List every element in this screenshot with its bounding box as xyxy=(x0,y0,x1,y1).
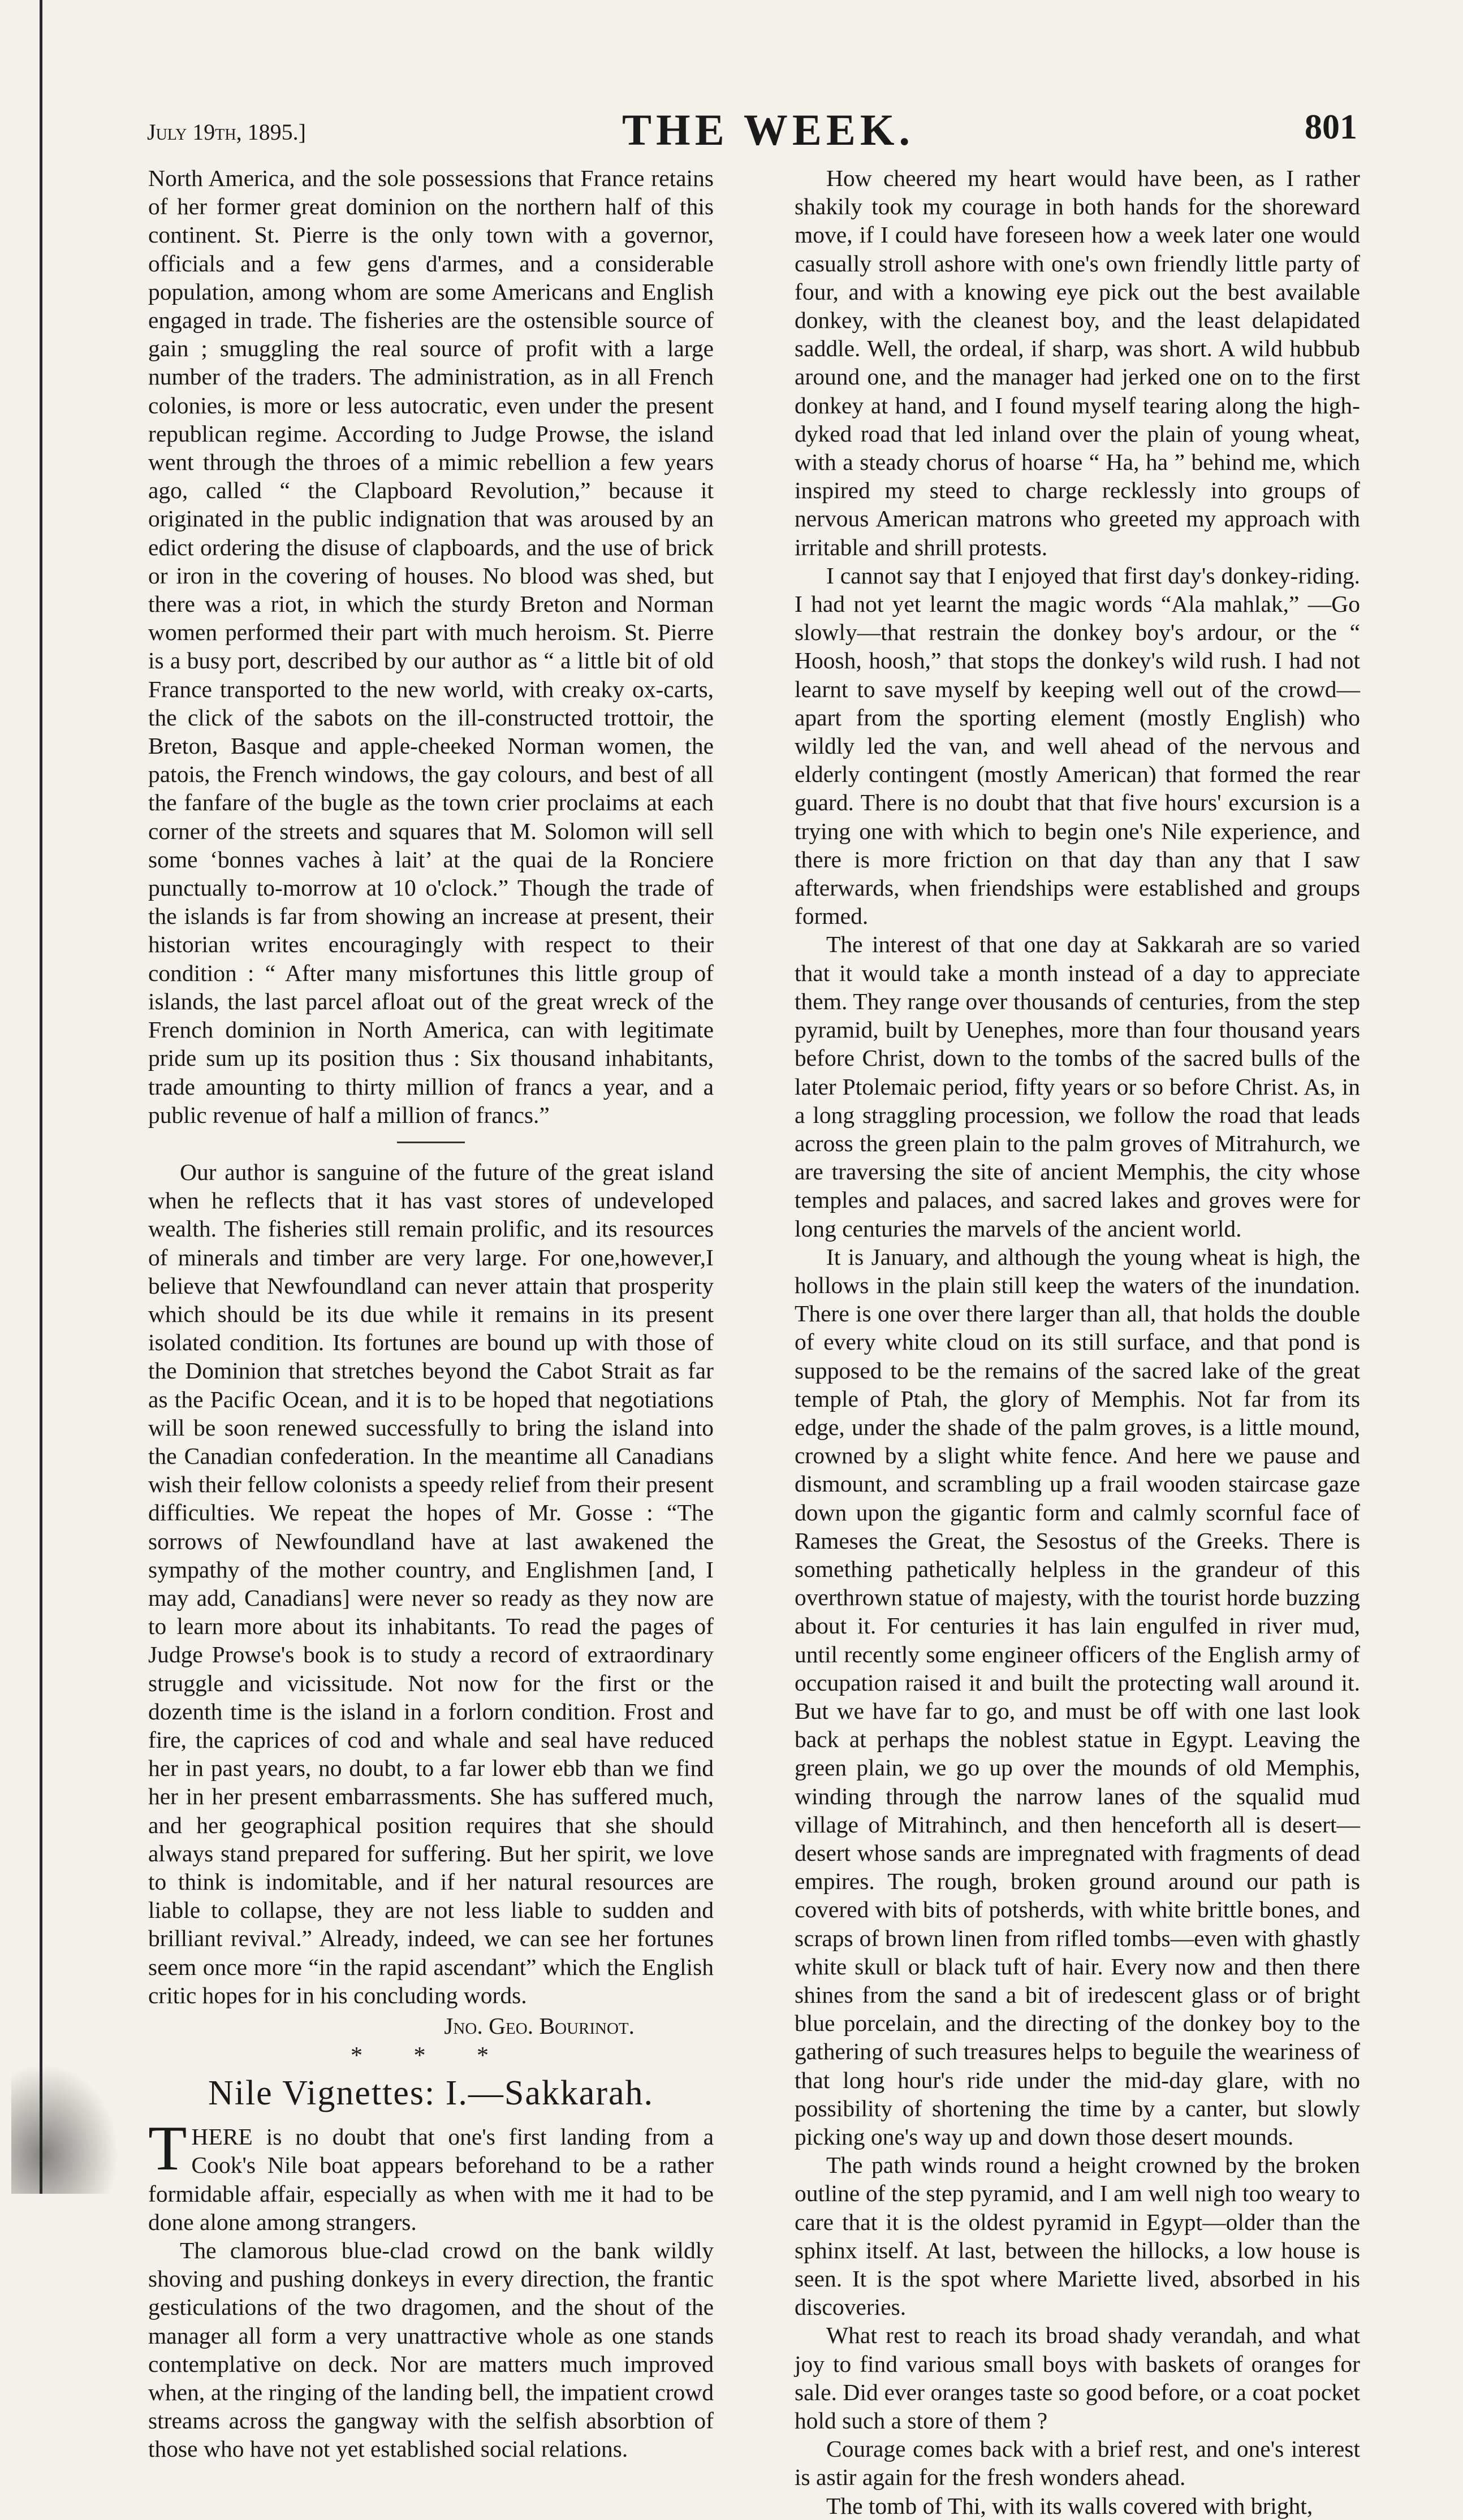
paragraph: How cheered my heart would have been, as I rather shakily took my courage in both hands for the shoreward move, if I could have foreseen how a week later one would casually stroll ashore with one's own friendly little party of four, and with a knowing eye pick out the best available donkey, with the cleanest boy, and the least delapidated saddle. Well, the ordeal, if sharp, was short. A wild hubbub around one, and the manager had jerked one on to the first donkey at hand, and I found myself tearing along the high-dyked road that led inland over the plain of young wheat, with a steady chorus of hoarse “ Ha, ha ” behind me, which inspired my steed to charge recklessly into groups of nervous American matrons who greeted my approach with irritable and shrill protests. xyxy=(795,165,1360,560)
paragraph xyxy=(148,2113,714,2236)
paragraph: What rest to reach its broad shady verandah, and what joy to find various small boys with baskets of oranges for sale. Did ever oranges taste so good before, or a coat pocket hold such a store of them ? xyxy=(795,2322,1360,2434)
right-column xyxy=(795,164,1360,2520)
page-number: 801 xyxy=(1305,108,1357,146)
article-title: Nile Vignettes: I.—Sakkarah. xyxy=(208,2074,654,2113)
paragraph: The tomb of Thi, with its walls covered with bright, xyxy=(826,2492,1313,2519)
paragraph: I cannot say that I enjoyed that first day's donkey-riding. I had not yet learnt the magic words “Ala mahlak,” —Go slowly—that restrain the donkey boy's ardour, or the “ Hoosh, hoosh,” that stops the donkey's wild rush. I had not learnt to save myself by keeping well out of the crowd—apart from the sporting element (mostly English) who wildly led the van, and well ahead of the nervous and elderly contingent (mostly American) that formed the rear guard. There is no doubt that that five hours' excursion is a trying one with which to begin one's Nile experience, and there is more friction on that day than any that I saw afterwards, when friendships were established and groups formed. xyxy=(795,562,1360,930)
paragraph: North America, and the sole possessions that France retains of her former great dominion on the northern half of this continent. St. Pierre is the only town with a governor, officials and a few gens d'armes, and a considerable population, among whom are some Americans and English engaged in trade. The fisheries are the ostensible source of gain ; smuggling the real source of profit with a large number of the traders. The administration, as in all French colonies, is more or less autocratic, even under the present republican regime. According to Judge Prowse, the island went through the throes of a mimic rebellion a few years ago, called “ the Clapboard Revolution,” because it originated in the public indignation that was aroused by an edict ordering the disuse of clapboards, and the use of brick or iron in the covering of houses. No blood was shed, but there was a riot, in which the sturdy Breton and Norman women performed their part with much heroism. St. Pierre is a busy port, described by our author as “ a little bit of old France transported to the new world, with creaky ox-carts, the click of the sabots on the ill-constructed trottoir, the Breton, Basque and apple-cheeked Norman women, the patois, the French windows, the gay colours, and best of all the fanfare of the bugle as the town crier proclaims at each corner of the streets and squares that M. Solomon will sell some ‘bonnes vaches à lait’ at the quai de la Ronciere punctually to-morrow at 10 o'clock.” Though the trade of the islands is far from showing an increase at present, their historian writes encouragingly with respect to their condition : “ After many misfortunes this little group of islands, the last parcel afloat out of the great wreck of the French dominion in North America, can with legitimate pride sum up its position thus : Six thousand inhabitants, trade amounting to thirty million of francs a year, and a public revenue of half a million of francs.” xyxy=(148,165,714,1128)
page-edge-rule xyxy=(40,0,42,2194)
ink-stain xyxy=(11,2064,119,2194)
journal-title: THE WEEK. xyxy=(622,105,915,154)
paragraph-text: HERE is no doubt that one's first landing from a Cook's Nile boat appears beforehand to be a rather formidable affair, especially as when with me it had to be done alone among strangers. xyxy=(148,2124,714,2235)
paragraph: The interest of that one day at Sakkarah are so varied that it would take a month instead of a day to appreciate them. They range over thousands of centuries, from the step pyramid, built by Uenephes, more than four thousand years before Christ, down to the tombs of the sacred bulls of the later Ptolemaic period, fifty years or so before Christ. As, in a long straggling procession, we follow the road that leads across the green plain to the palm groves of Mitrahurch, we are traversing the site of ancient Memphis, the city whose temples and palaces, and sacred lakes and groves were for long centuries the marvels of the ancient world. xyxy=(795,931,1360,1242)
left-column xyxy=(148,164,714,2463)
asterism: * * * xyxy=(351,2043,511,2069)
paragraph: Our author is sanguine of the future of the great island when he reflects that it has vast stores of undeveloped wealth. The fisheries still remain prolific, and its resources of minerals and timber are very large. For one,however,I believe that Newfoundland can never attain that prosperity which should be its due while it remains in its present isolated condition. Its fortunes are bound up with those of the Dominion that stretches beyond the Cabot Strait as far as the Pacific Ocean, and it is to be hoped that negotiations will be soon renewed successfully to bring the island into the Canadian confederation. In the meantime all Canadians wish their fellow colonists a speedy relief from their present difficulties. We repeat the hopes of Mr. Gosse : “The sorrows of Newfoundland have at last awakened the sympathy of the mother country, and Englishmen [and, I may add, Canadians] were never so ready as they now are to learn more about its inhabitants. To read the pages of Judge Prowse's book is to study a record of extraordinary struggle and vicissitude. Not now for the first or the dozenth time is the island in a forlorn condition. Frost and fire, the caprices of cod and whale and seal have reduced her in past years, no doubt, to a far lower ebb than we find her in her present embarrassments. She has suffered much, and her geographical position requires that she should always stand prepared for suffering. But her spirit, we love to think is indomitable, and if her natural resources are liable to collapse, they are not less liable to sudden and brilliant revival.” Already, indeed, we can see her fortunes seem once more “in the rapid ascendant” which the English critic hopes for in his concluding words. xyxy=(148,1159,714,2008)
section-divider xyxy=(397,1142,465,1143)
paragraph: The clamorous blue-clad crowd on the bank wildly shoving and pushing donkeys in every direction, the frantic gesticulations of the two dragomen, and the shout of the manager all form a very unattractive whole as one stands contemplative on deck. Nor are matters much improved when, at the ringing of the landing bell, the impatient crowd streams across the gangway with the selfish absorbtion of those who have not yet established social relations. xyxy=(148,2237,714,2462)
drop-cap: T xyxy=(148,2113,187,2184)
author-signature: Jno. Geo. Bourinot. xyxy=(444,2013,635,2039)
paragraph: Courage comes back with a brief rest, and one's interest is astir again for the fresh wonders ahead. xyxy=(795,2436,1360,2491)
page-header xyxy=(147,79,1357,154)
paragraph: It is January, and although the young wheat is high, the hollows in the plain still keep the waters of the inundation. There is one over there larger than all, that holds the double of every white cloud on its still surface, and that pond is supposed to be the remains of the sacred lake of the great temple of Ptah, the glory of Memphis. Not far from its edge, under the shade of the palm groves, is a little mound, crowned by a slight white fence. And here we pause and dismount, and scrambling up a frail wooden staircase gaze down upon the gigantic form and calmly scornful face of Rameses the Great, the Sesostus of the Greeks. There is something pathetically helpless in the grandeur of this overthrown statue of majesty, with the tourist horde buzzing about it. For centuries it has lain engulfed in river mud, until recently some engineer officers of the English army of occupation raised it and built the protecting wall around it. But we have far to go, and must be off with one last look back at perhaps the noblest statue in Egypt. Leaving the green plain, we go up over the mounds of old Memphis, winding through the narrow lanes of the squalid mud village of Mitrahinch, and then henceforth all is desert—desert whose sands are impregnated with fragments of dead empires. The rough, broken ground around our path is covered with bits of potsherds, with white brittle bones, and scraps of brown linen from rifled tombs—even with ghastly white skull or black tuft of hair. Every now and then there shines from the sand a bit of iredescent glass or of bright blue porcelain, and the directing of the donkey boy to the gathering of such treasures helps to beguile the weariness of that long hour's ride under the mid-day glare, with no possibility of shortening the time by a canter, but slowly picking one's way up and down those desert mounds. xyxy=(795,1243,1360,2150)
paragraph: The path winds round a height crowned by the broken outline of the step pyramid, and I am well nigh too weary to care that it is the oldest pyramid in Egypt—older than the sphinx itself. At last, between the hillocks, a low house is seen. It is the spot where Mariette lived, absorbed in his discoveries. xyxy=(795,2152,1360,2320)
issue-date: July 19th, 1895.] xyxy=(147,119,306,145)
